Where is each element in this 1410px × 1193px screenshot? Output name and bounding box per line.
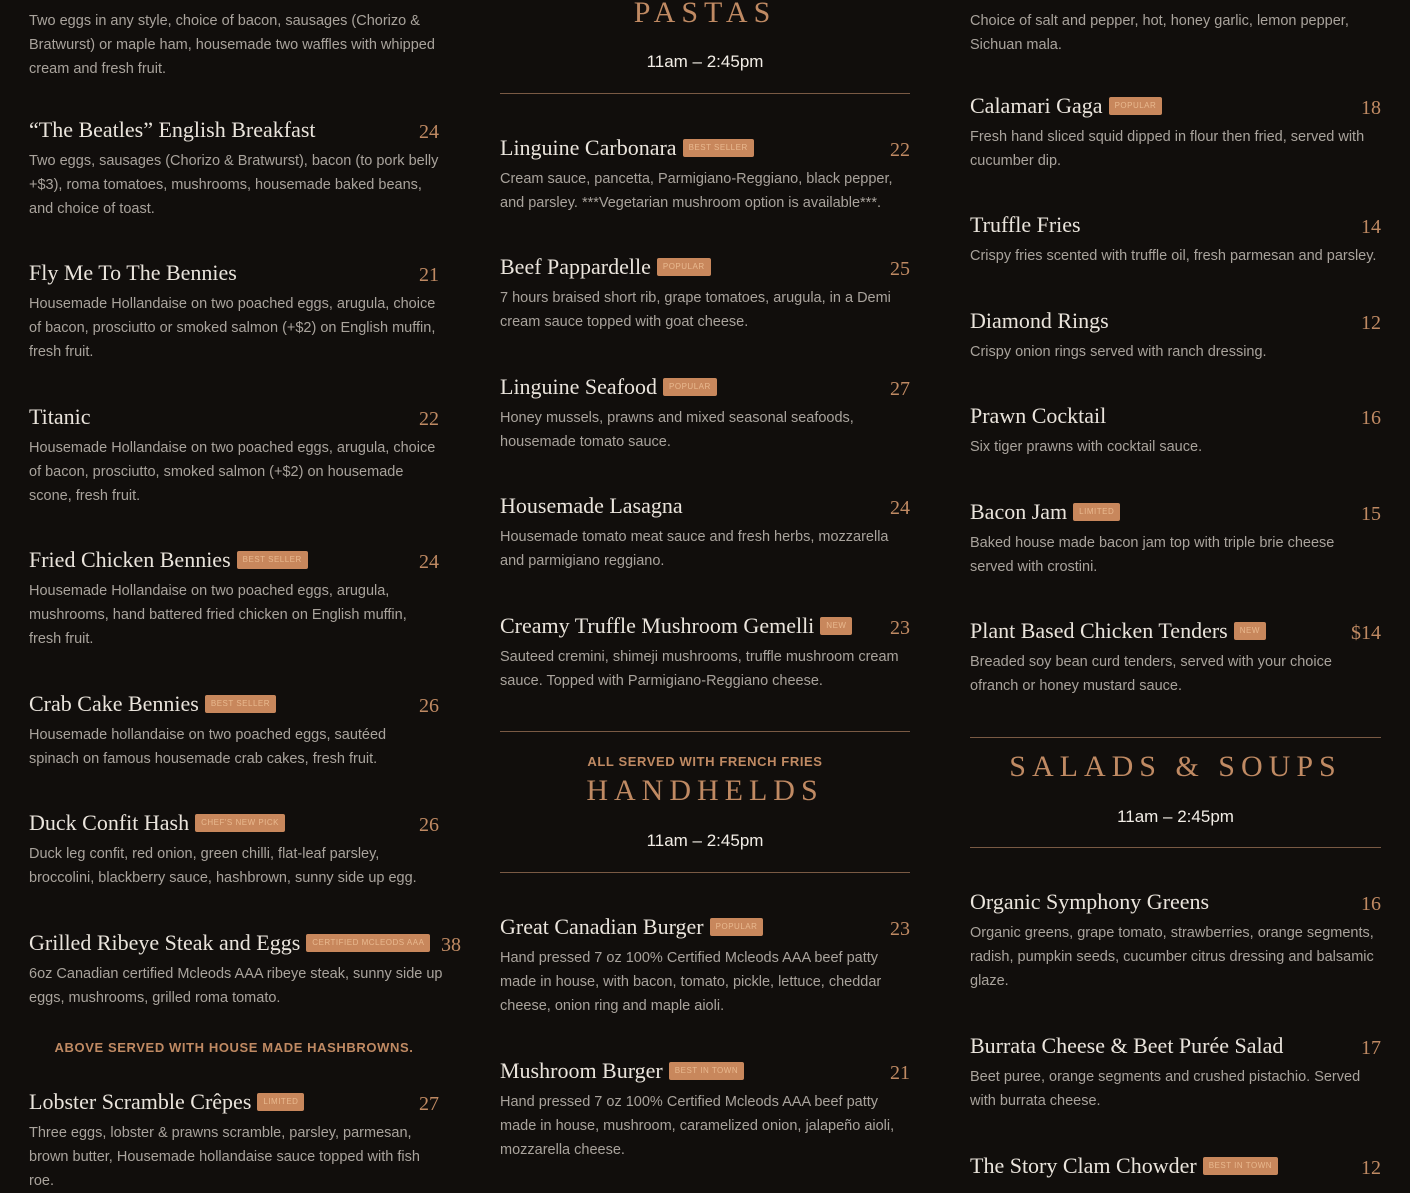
item-price: 38 xyxy=(441,934,461,956)
item-price: 22 xyxy=(419,408,439,430)
badge: LIMITED xyxy=(257,1093,304,1111)
fries-note: ALL SERVED WITH FRENCH FRIES xyxy=(587,754,823,769)
item-price: 24 xyxy=(890,497,910,519)
badge: POPULAR xyxy=(663,378,717,396)
section-title-salads-soups: SALADS & SOUPS xyxy=(1009,750,1342,783)
item-description: Hand pressed 7 oz 100% Certified Mcleods AAA beef patty made in house, with bacon, tomato, pickle, lettuce, cheddar cheese, onion ring and maple aioli. xyxy=(500,950,882,1014)
item-description: 6oz Canadian certified Mcleods AAA ribeye steak, sunny side up eggs, mushrooms, grilled roma tomato. xyxy=(29,966,443,1006)
item-price: 27 xyxy=(419,1093,439,1115)
menu-item-burrata-beet-salad xyxy=(970,1031,1381,1113)
item-name: Creamy Truffle Mushroom Gemelli NEW xyxy=(500,611,852,641)
item-description: Organic greens, grape tomato, strawberries, orange segments, radish, pumpkin seeds, cucumber citrus dressing and balsamic glaze. xyxy=(970,925,1374,989)
item-price: 25 xyxy=(890,258,910,280)
item-name: Crab Cake Bennies BEST SELLER xyxy=(29,689,276,719)
item-description: Breaded soy bean curd tenders, served with your choice ofranch or honey mustard sauce. xyxy=(970,654,1332,694)
menu-item-prawn-cocktail xyxy=(970,401,1381,459)
item-description: Two eggs in any style, choice of bacon, sausages (Chorizo & Bratwurst) or maple ham, housemade two waffles with whipped cream and fresh fruit. xyxy=(29,13,435,77)
menu-item-linguine-seafood xyxy=(500,372,910,454)
item-description: Housemade hollandaise on two poached eggs, sautéed spinach on famous housemade crab cakes, fresh fruit. xyxy=(29,727,387,767)
item-description: Beet puree, orange segments and crushed pistachio. Served with burrata cheese. xyxy=(970,1069,1361,1109)
item-description: Choice of salt and pepper, hot, honey garlic, lemon pepper, Sichuan mala. xyxy=(970,13,1349,53)
item-description: Two eggs, sausages (Chorizo & Bratwurst), bacon (to pork belly +$3), roma tomatoes, mushrooms, housemade baked beans, and choice of toast. xyxy=(29,153,439,217)
item-description: Crispy onion rings served with ranch dressing. xyxy=(970,344,1267,360)
item-name: Plant Based Chicken Tenders NEW xyxy=(970,616,1266,646)
badge: BEST SELLER xyxy=(237,551,308,569)
item-name: “The Beatles” English Breakfast xyxy=(29,117,316,142)
divider xyxy=(500,872,910,873)
menu-item-ribeye-steak-eggs xyxy=(29,928,461,1010)
section-title-pastas: PASTAS xyxy=(633,0,777,29)
item-name: Linguine Seafood POPULAR xyxy=(500,372,717,402)
hashbrowns-note: ABOVE SERVED WITH HOUSE MADE HASHBROWNS. xyxy=(54,1040,414,1055)
item-name: Grilled Ribeye Steak and Eggs CERTIFIED MCLEODS AAA xyxy=(29,928,430,958)
divider xyxy=(500,731,910,732)
item-name: Calamari Gaga POPULAR xyxy=(970,91,1162,121)
badge: POPULAR xyxy=(1109,97,1163,115)
item-description: Honey mussels, prawns and mixed seasonal seafoods, housemade tomato sauce. xyxy=(500,410,854,450)
section-hours: 11am – 2:45pm xyxy=(1117,807,1234,826)
item-name: Truffle Fries xyxy=(970,212,1081,237)
item-price: 14 xyxy=(1361,216,1381,238)
item-price: 26 xyxy=(419,814,439,836)
item-name: Lobster Scramble Crêpes LIMITED xyxy=(29,1087,304,1117)
item-name: Fried Chicken Bennies BEST SELLER xyxy=(29,545,308,575)
item-description: Hand pressed 7 oz 100% Certified Mcleods AAA beef patty made in house, mushroom, caramelized onion, jalapeño aioli, mozzarella cheese. xyxy=(500,1094,895,1158)
item-price: 21 xyxy=(419,264,439,286)
item-price: 18 xyxy=(1361,97,1381,119)
item-name: Burrata Cheese & Beet Purée Salad xyxy=(970,1033,1284,1058)
item-name: Mushroom Burger BEST IN TOWN xyxy=(500,1056,744,1086)
item-name: Organic Symphony Greens xyxy=(970,889,1210,914)
menu-item-lobster-crepes xyxy=(29,1087,439,1193)
badge: NEW xyxy=(820,617,852,635)
badge: BEST SELLER xyxy=(683,139,754,157)
menu-item-truffle-fries xyxy=(970,210,1381,268)
item-name: Bacon Jam LIMITED xyxy=(970,497,1120,527)
item-price: $14 xyxy=(1351,622,1381,644)
divider xyxy=(500,93,910,94)
menu-item-linguine-carbonara xyxy=(500,133,910,215)
item-price: 12 xyxy=(1361,1157,1381,1179)
badge: BEST IN TOWN xyxy=(1203,1157,1278,1175)
divider xyxy=(970,847,1381,848)
badge: BEST IN TOWN xyxy=(669,1062,744,1080)
badge: BEST SELLER xyxy=(205,695,276,713)
menu-item-mushroom-burger xyxy=(500,1056,910,1162)
menu-item-fly-me-bennies xyxy=(29,258,439,364)
item-description: Housemade tomato meat sauce and fresh herbs, mozzarella and parmigiano reggiano. xyxy=(500,529,889,569)
item-price: 23 xyxy=(890,918,910,940)
item-name: Fly Me To The Bennies xyxy=(29,260,237,285)
section-hours: 11am – 2:45pm xyxy=(646,52,764,71)
item-description: Sauteed cremini, shimeji mushrooms, truffle mushroom cream sauce. Topped with Parmigiano-Reggiano cheese. xyxy=(500,649,899,689)
item-name: Prawn Cocktail xyxy=(970,403,1107,428)
menu-item-truffle-gemelli xyxy=(500,611,910,693)
badge: CERTIFIED MCLEODS AAA xyxy=(306,934,430,952)
menu-item-symphony-greens xyxy=(970,887,1381,993)
item-description: Duck leg confit, red onion, green chilli, flat-leaf parsley, broccolini, blackberry sauce, hashbrown, sunny side up egg. xyxy=(29,846,417,886)
menu-item-crab-cake-bennies xyxy=(29,689,439,771)
item-price: 23 xyxy=(890,617,910,639)
section-title-handhelds: HANDHELDS xyxy=(586,774,824,807)
item-price: 26 xyxy=(419,695,439,717)
item-price: 22 xyxy=(890,139,910,161)
item-description: Fresh hand sliced squid dipped in flour then fried, served with cucumber dip. xyxy=(970,129,1365,169)
badge: CHEF'S NEW PICK xyxy=(195,814,285,832)
menu-item-plant-based-tenders xyxy=(970,616,1381,698)
item-description: 7 hours braised short rib, grape tomatoes, arugula, in a Demi cream sauce topped with goat cheese. xyxy=(500,290,891,330)
menu-item-beef-pappardelle xyxy=(500,252,910,334)
item-description: Baked house made bacon jam top with triple brie cheese served with crostini. xyxy=(970,535,1335,575)
menu-item-great-canadian-burger xyxy=(500,912,910,1018)
item-name: Diamond Rings xyxy=(970,308,1109,333)
menu-item-beatles-breakfast xyxy=(29,115,439,221)
item-description: Six tiger prawns with cocktail sauce. xyxy=(970,439,1203,455)
item-price: 27 xyxy=(890,378,910,400)
item-name: Great Canadian Burger POPULAR xyxy=(500,912,763,942)
item-price: 17 xyxy=(1361,1037,1381,1059)
item-price: 24 xyxy=(419,121,439,143)
item-price: 12 xyxy=(1361,312,1381,334)
badge: POPULAR xyxy=(710,918,764,936)
badge: LIMITED xyxy=(1073,503,1120,521)
menu-item-housemade-lasagna xyxy=(500,491,910,573)
menu-item-clam-chowder xyxy=(970,1151,1381,1185)
item-price: 21 xyxy=(890,1062,910,1084)
item-description: Cream sauce, pancetta, Parmigiano-Reggiano, black pepper, and parsley. ***Vegetarian mushroom option is available***. xyxy=(500,171,893,211)
item-name: Duck Confit Hash CHEF'S NEW PICK xyxy=(29,808,285,838)
item-description: Three eggs, lobster & prawns scramble, parsley, parmesan, brown butter, Housemade hollandaise sauce topped with fish roe. xyxy=(29,1125,420,1189)
menu-item-bacon-jam xyxy=(970,497,1381,579)
menu-item-calamari-gaga xyxy=(970,91,1381,173)
item-price: 16 xyxy=(1361,407,1381,429)
item-price: 24 xyxy=(419,551,439,573)
item-name: Linguine Carbonara BEST SELLER xyxy=(500,133,754,163)
menu-item-diamond-rings xyxy=(970,306,1381,364)
item-description: Housemade Hollandaise on two poached eggs, arugula, mushrooms, hand battered fried chicken on English muffin, fresh fruit. xyxy=(29,583,407,647)
item-description: Housemade Hollandaise on two poached eggs, arugula, choice of bacon, prosciutto, smoked salmon (+$2) on housemade scone, fresh fruit. xyxy=(29,440,436,504)
section-hours: 11am – 2:45pm xyxy=(646,831,764,850)
item-description: Housemade Hollandaise on two poached eggs, arugula, choice of bacon, prosciutto or smoked salmon (+$2) on English muffin, fresh fruit. xyxy=(29,296,436,360)
item-price: 15 xyxy=(1361,503,1381,525)
badge: POPULAR xyxy=(657,258,711,276)
item-name: Housemade Lasagna xyxy=(500,493,683,518)
badge: NEW xyxy=(1234,622,1266,640)
menu-item-titanic xyxy=(29,402,439,508)
item-name: The Story Clam Chowder BEST IN TOWN xyxy=(970,1151,1278,1181)
item-price: 16 xyxy=(1361,893,1381,915)
menu-item-fried-chicken-bennies xyxy=(29,545,439,651)
item-description: Crispy fries scented with truffle oil, fresh parmesan and parsley. xyxy=(970,248,1377,264)
item-name: Titanic xyxy=(29,404,91,429)
item-name: Beef Pappardelle POPULAR xyxy=(500,252,711,282)
divider xyxy=(970,737,1381,738)
menu-item-duck-confit-hash xyxy=(29,808,439,890)
